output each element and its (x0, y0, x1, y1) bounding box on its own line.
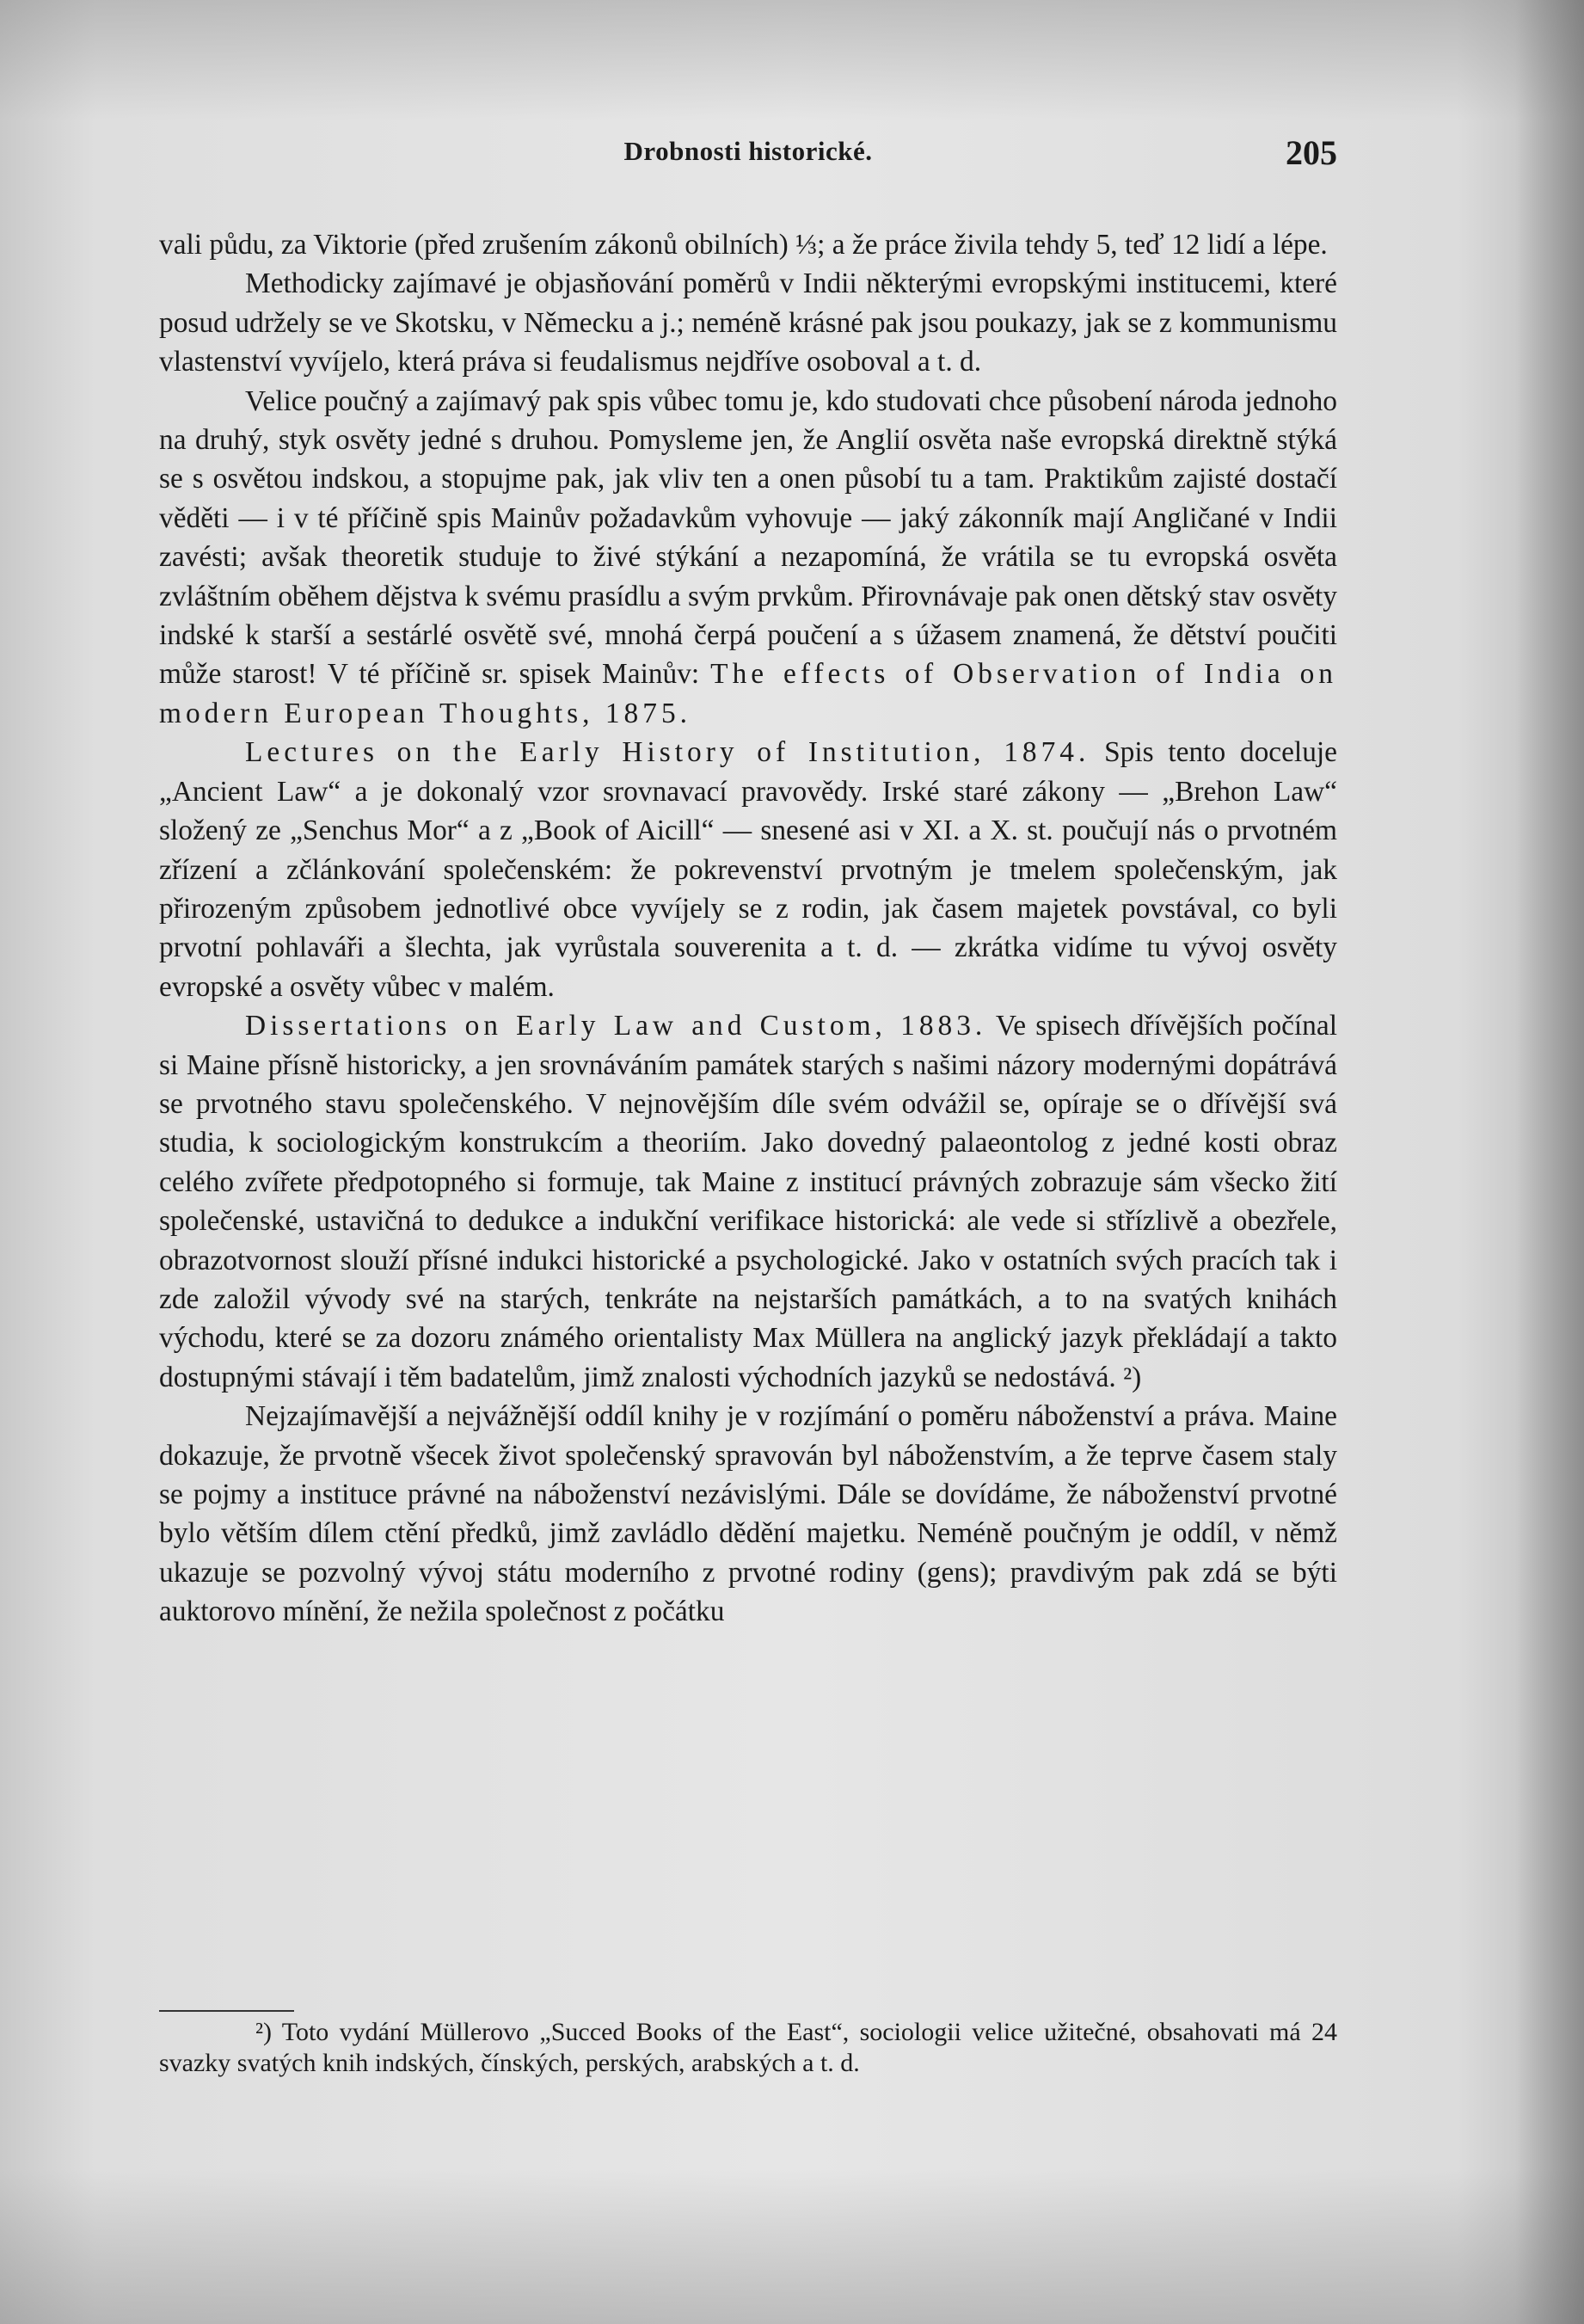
work-title: Dissertations on Early Law and Custom, 1883. (245, 1010, 987, 1042)
paragraph (159, 1006, 1337, 1397)
page-header (159, 133, 1337, 179)
paragraph-text: Spis tento doceluje „Ancient Law“ a je dokonalý vzor srovnavací pravovědy. Irské staré zákony — „Brehon Law“ složený ze „Senchus Mor“ a z „Book of Aicill“ — snesené asi v XI. a X. st. poučují nás o prvotném zřízení a zčlánkování společenském: že pokrevenství prvotným je tmelem společenským, jak přirozeným způsobem jednotlivé obce vyvíjely se z rodin, jak časem majetek povstával, co byli prvotní pohlaváři a šlechta, jak vyrůstala souverenita a t. d. — zkrátka vidíme tu vývoj osvěty evropské a osvěty vůbec v malém. (159, 736, 1337, 1003)
paragraph (159, 382, 1337, 734)
footnote-reference: ²) (1123, 1361, 1142, 1393)
paragraph: Methodicky zajímavé je objasňování poměrů v Indii některými evropskými institucemi, které posud udržely se ve Skotsku, v Německu a j.; neméně krásné pak jsou poukazy, jak se z kommunismu vlastenství vyvíjelo, která práva si feudalismus nejdříve osoboval a t. d. (159, 267, 1337, 378)
paragraph-text: Velice poučný a zajímavý pak spis vůbec tomu je, kdo studovati chce působení národa jednoho na druhý, styk osvěty jedné s druhou. Pomysleme jen, že Anglií osvěta naše evropská direktně stýká se s osvětou indskou, a stopujme pak, jak vliv ten a onen působí tu a tam. Praktikům zajisté dostačí věděti — i v té příčině spis Mainův požadavkům vyhovuje — jaký zákonník mají Angličané v Indii zavésti; avšak theoretik studuje to živé stýkání a nezapomíná, že vrátila se tu evropská osvěta zvláštním oběhem dějstva k svému prasídlu a svým prvkům. Přirovnávaje pak onen dětský stav osvěty indské k starší a sestárlé osvětě své, mnohá čerpá poučení a s úžasem znamená, že dětství poučiti může starost! V té příčině sr. spisek Mainův: (159, 384, 1337, 691)
footnote: ²) Toto vydání Müllerovo „Succed Books of the East“, sociologii velice užitečné, obsahovati má 24 svazky svatých knih indských, čínských, perských, arabských a t. d. (159, 2018, 1337, 2077)
paragraph: vali půdu, za Viktorie (před zrušením zákonů obilních) ⅓; a že práce živila tehdy 5, teď 12 lidí a lépe. (159, 229, 1328, 261)
paragraph: Nejzajímavější a nejvážnější oddíl knihy je v rozjímání o poměru náboženství a práva. Maine dokazuje, že prvotně všecek život společenský spravován byl náboženstvím, a že teprve časem staly se pojmy a instituce právné na náboženství nezávislými. Dále se dovídáme, že náboženství prvotné bylo větším dílem ctění předků, jimž zavládlo dědění majetku. Neméně poučným je oddíl, v němž ukazuje se pozvolný vývoj státu moderního z prvotné rodiny (gens); pravdivým pak zdá se býti auktorovo mínění, že nežila společnost z počátku (159, 1400, 1337, 1628)
scan-shadow-top (0, 0, 1584, 120)
scan-shadow-right (1515, 0, 1584, 2324)
paragraph-text: Ve spisech dřívějších počínal si Maine přísně historicky, a jen srovnáváním památek starých s našimi názory modernými dopátrává se prvotného stavu společenského. V nejnovějším díle svém odvážil se, opíraje se o dřívější svá studia, k sociologickým konstrukcím a theoriím. Jako dovedný palaeontolog z jedné kosti obraz celého zvířete předpotopného si formuje, tak Maine z institucí právných zobrazuje sám všecko žití společenské, ustavičná to dedukce a indukční verifikace historická: ale vede si střízlivě a obezřele, obrazotvornost slouží přísné indukci historické a psychologické. Jako v ostatních svých pracích tak i zde založil vývody své na starých, tenkráte na nejstarších památkách, a to na svatých knihách východu, které se za dozoru známého orientalisty Max Müllera na anglický jazyk překládají a takto dostupnými stávají i těm badatelům, jimž znalosti východních jazyků se nedostává. (159, 1010, 1337, 1393)
footnote-divider (159, 2010, 294, 2012)
scan-shadow-bottom (0, 2169, 1584, 2324)
body-text (159, 225, 1337, 1632)
work-title: The effects of Observation of India on modern European Thoughts, 1875. (159, 658, 1337, 729)
page-number: 205 (1286, 133, 1337, 172)
paragraph (159, 733, 1337, 1006)
running-head: Drobnosti historické. (623, 136, 873, 166)
work-title: Lectures on the Early History of Institution, 1874. (245, 736, 1090, 769)
footnotes (159, 2017, 1337, 2079)
